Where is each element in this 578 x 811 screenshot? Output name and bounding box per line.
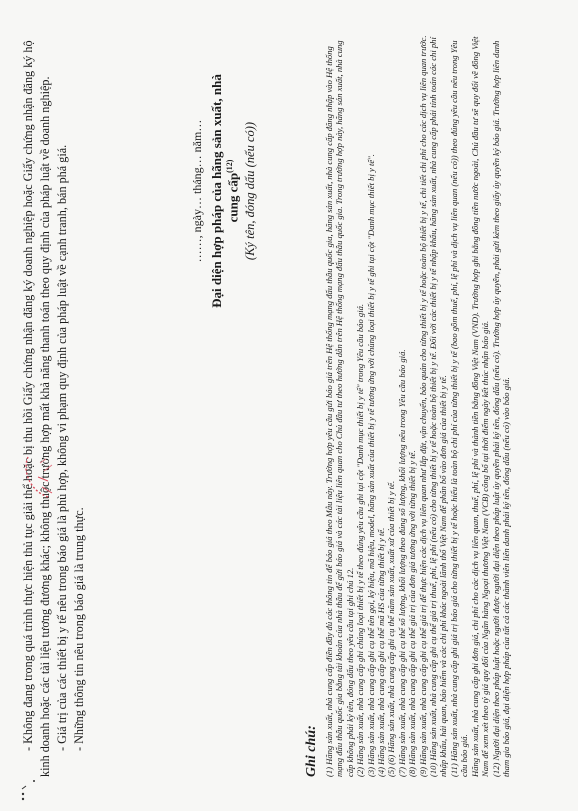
notes-heading: Ghi chú: (304, 725, 319, 777)
declaration-paragraph-1: - Không đang trong quá trình thực hiện thủ tục giải thể hoặc bị thu hồi Giấy chứng nhận đăng ký doanh nghiệp hoặc Giấy chứng nhận đăng ký hộ kinh doanh hoặc các tài liệu tương đương khác; không thuộc trường hợp mất khả năng thanh toán theo quy định của pháp luật về doanh nghiệp. (21, 40, 52, 777)
signature-title-footnote: (12) (225, 159, 234, 173)
declaration-body (20, 17, 88, 777)
note-item: (8) Hãng sản xuất, nhà cung cấp ghi cụ thể giá trị của đơn giá tương ứng với từng thiết bị y tế. (407, 450, 418, 777)
red-stamp-icon (18, 453, 60, 501)
note-item: (3) Hãng sản xuất, nhà cung cấp ghi cụ thể tên gọi, ký hiệu, mã hiệu, model, hãng sản xuất của thiết bị y tế tương ứng với chủng loại thiết bị y tế ghi tại cột "Danh mục thiết bị y tế". (365, 154, 376, 777)
note-item: (2) Hãng sản xuất, nhà cung cấp ghi chủng loại thiết bị y tế theo đúng yêu cầu ghi tại cột "Danh mục thiết bị y tế" trong Yêu cầu báo giá. (355, 303, 366, 777)
note-item: (10) Hãng sản xuất, nhà cung cấp ghi cụ thể giá trị thuế, phí, lệ phí (nếu có) cho từng thiết bị y tế hoặc toàn bộ thiết bị y tế. Đối với các thiết bị y tế nhập khẩu, hãng sản xuất, nhà cung cấp phải tính toán các chi phí nhập khẩu, hải quan, bảo hiểm và các chi phí khác ngoài lãnh thổ Việt Nam để phân bổ vào đơn giá của thiết bị y tế. (428, 37, 449, 777)
note-item: Hãng sản xuất, nhà cung cấp ghi đơn giá, chi phí cho các dịch vụ liên quan, thuế, phí, lệ phí và thành tiền bằng đồng Việt Nam (VND). Trường hợp ghi bằng đồng tiền nước ngoài, Chủ đầu tư sẽ quy đổi về đồng Việt Nam để xem xét theo tỷ giá quy đổi của Ngân hàng Ngoại thương Việt Nam (VCB) công bố tại thời điểm ngày kết thúc nhận báo giá. (469, 36, 491, 777)
signature-subtitle: (Ký tên, đóng dấu (nếu có)) (243, 121, 258, 261)
signature-title-text: Đại diện hợp pháp của hãng sản xuất, nhà cung cấp (209, 74, 241, 308)
note-item: (4) Hãng sản xuất, nhà cung cấp ghi cụ thể mã HS của từng thiết bị y tế. (376, 527, 387, 777)
note-item: (12) Người đại diện theo pháp luật hoặc người được người đại diện theo pháp luật ủy quyền phải ký tên, đóng dấu (nếu có). Trường hợp ủy quyền, phải gửi kèm theo giấy ủy quyền ký báo giá. Trường hợp liên danh tham gia báo giá, đại diện hợp pháp của tất cả các thành viên liên danh phải ký tên, đóng dấu (nếu có) vào báo giá. (490, 40, 511, 777)
signature-date: ……, ngày… tháng… năm… (190, 119, 204, 263)
note-item: (5) (6) Hãng sản xuất, nhà cung cấp ghi cụ thể năm sản xuất, xuất xứ của thiết bị y tế. (386, 480, 397, 777)
declaration-paragraph-3: - Những thông tin nêu trong báo giá là trung thực. (72, 507, 86, 751)
signature-title (209, 71, 241, 311)
note-item: (11) Hãng sản xuất, nhà cung cấp ghi giá trị báo giá cho từng thiết bị y tế hoặc hiểu là toàn bộ chi phí của từng thiết bị y tế (bao gồm thuế, phí, lệ phí và dịch vụ liên quan (nếu có)) theo đúng yêu cầu nêu trong Yêu cầu báo giá. (448, 40, 470, 777)
note-item: (7) Hãng sản xuất, nhà cung cấp ghi cụ thể số lượng, khối lượng theo đúng số lượng, khối lượng nêu trong Yêu cầu báo giá. (396, 349, 407, 777)
signature-block (190, 71, 258, 311)
corner-mark-icon (18, 773, 42, 803)
note-item: (1) Hãng sản xuất, nhà cung cấp điền đầy đủ các thông tin để báo giá theo Mẫu này. Trường hợp yêu cầu gửi báo giá trên Hệ thống mạng đấu thầu quốc gia, hãng sản xuất, nhà cung cấp đăng nhập vào Hệ thống mạng đấu thầu quốc gia bằng tài khoản của nhà thầu để gửi báo giá và các tài liệu liên quan cho Chủ đầu tư theo hướng dẫn trên Hệ thống mạng đấu thầu quốc gia. Trong trường hợp này, hãng sản xuất, nhà cung cấp không phải ký tên, đóng dấu theo yêu cầu tại ghi chú 12. (324, 40, 355, 777)
declaration-paragraph-2: - Giá trị của các thiết bị y tế nêu trong báo giá là phù hợp, không vi phạm quy định của pháp luật về cạnh tranh, bán phá giá. (55, 144, 69, 751)
note-item: (9) Hãng sản xuất, nhà cung cấp ghi cụ thể giá trị để thực hiện các dịch vụ liên quan như lắp đặt, vận chuyển, bảo quản cho từng thiết bị y tế hoặc toàn bộ thiết bị y tế, chi tiết chi phí cho các dịch vụ liên quan trước. (417, 35, 428, 777)
notes-section (304, 27, 511, 777)
